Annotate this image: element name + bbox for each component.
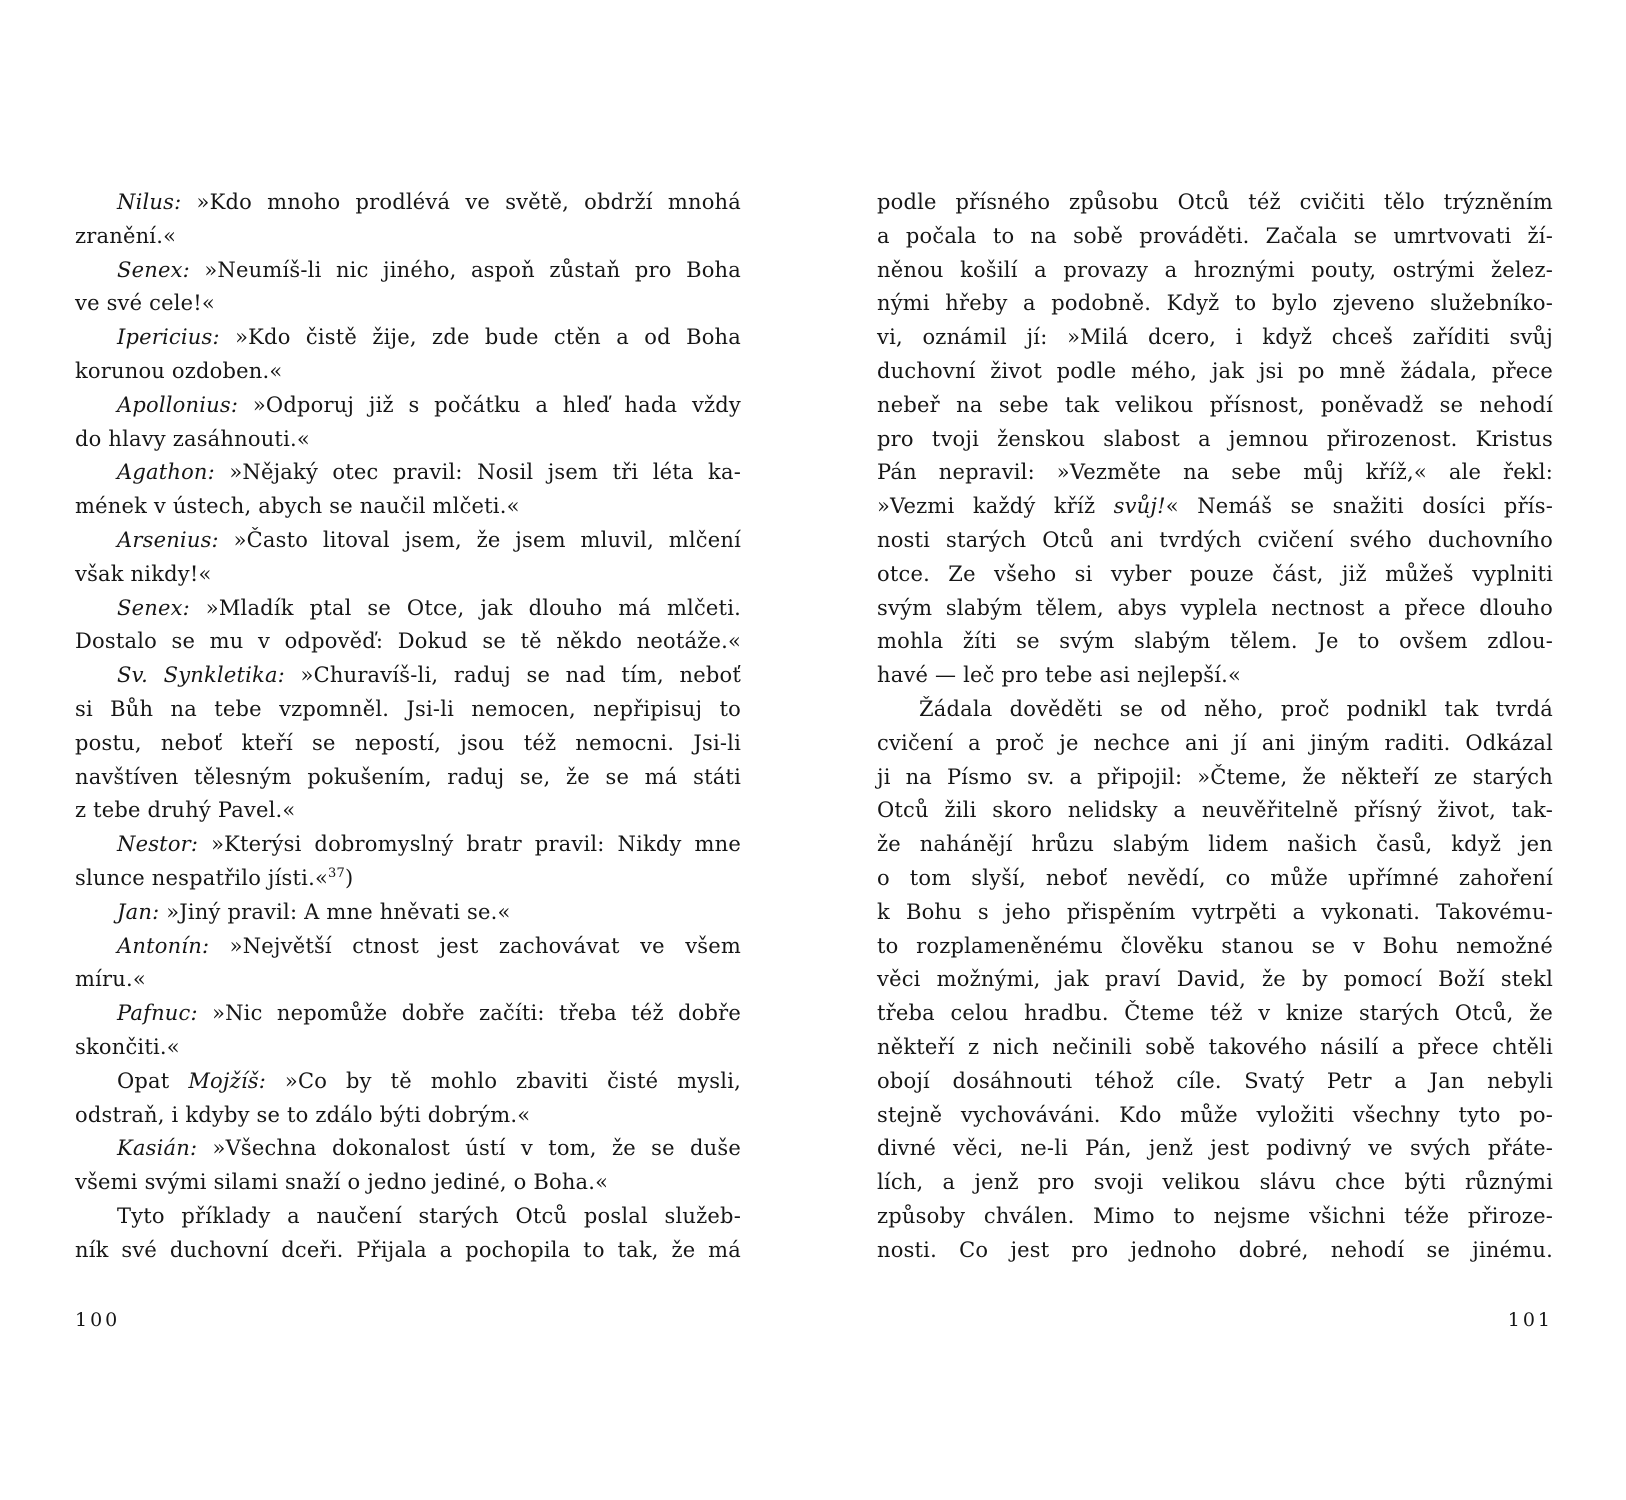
text-line xyxy=(877,625,1553,659)
italic-text: svůj! xyxy=(1113,494,1166,519)
body-text: ník své duchovní dceři. Přijala a pochopila to tak, že má xyxy=(75,1237,741,1262)
body-text: »Neumíš-li nic jiného, aspoň zůstaň pro Boha xyxy=(189,257,741,282)
body-text: stejně vychováváni. Kdo může vyložiti všechny tyto po- xyxy=(877,1102,1553,1127)
body-text: něnou košilí a provazy a hroznými pouty, ostrými želez- xyxy=(877,257,1553,282)
italic-text: Jan: xyxy=(117,899,160,924)
body-text: »Největší ctnost jest zachovávat ve všem xyxy=(209,933,741,958)
text-line xyxy=(75,896,741,930)
body-text: lích, a jenž pro svoji velikou slávu chce býti různými xyxy=(877,1170,1553,1195)
text-line xyxy=(877,1031,1553,1065)
body-text: »Kterýsi dobromyslný bratr pravil: Nikdy mne xyxy=(198,832,741,857)
text-line xyxy=(75,963,741,997)
body-text: »Jiný pravil: A mne hněvati se.« xyxy=(159,899,511,924)
page-left-text xyxy=(75,186,741,1268)
text-line xyxy=(877,963,1553,997)
page-number-right: 101 xyxy=(1507,1309,1553,1331)
body-text: otce. Ze všeho si vyber pouze část, již můžeš vyplniti xyxy=(877,561,1553,586)
body-text: to rozplameněnému člověku stanou se v Bohu nemožné xyxy=(877,933,1553,958)
italic-text: Senex: xyxy=(117,257,190,282)
body-text: »Často litoval jsem, že jsem mluvil, mlčení xyxy=(218,527,741,552)
body-text: Opat xyxy=(117,1068,189,1093)
text-line xyxy=(75,423,741,457)
text-line xyxy=(877,930,1553,964)
text-line xyxy=(877,524,1553,558)
text-line xyxy=(75,862,741,896)
text-line xyxy=(75,287,741,321)
body-text: nosti starých Otců ani tvrdých cvičení svého duchovního xyxy=(877,527,1553,552)
text-line xyxy=(877,287,1553,321)
italic-text: Ipericius: xyxy=(117,325,220,350)
text-line xyxy=(75,1099,741,1133)
text-line xyxy=(877,659,1553,693)
body-text: navštíven tělesným pokušením, raduj se, že se má státi xyxy=(75,764,741,789)
body-text: z tebe druhý Pavel.« xyxy=(75,798,296,823)
text-line xyxy=(877,1234,1553,1268)
body-text: nosti. Co jest pro jednoho dobré, nehodí se jinému. xyxy=(877,1237,1553,1262)
body-text: míru.« xyxy=(75,967,146,992)
body-text: způsoby chválen. Mimo to nejsme všichni téže přiroze- xyxy=(877,1203,1553,1228)
body-text: věci možnými, jak praví David, že by pomocí Boží stekl xyxy=(877,967,1553,992)
text-line xyxy=(75,1200,741,1234)
italic-text: Pafnuc: xyxy=(117,1001,198,1026)
body-text: o tom slyší, neboť nevědí, co může upřímné zahoření xyxy=(877,865,1553,890)
text-line xyxy=(75,761,741,795)
body-text: nými hřeby a podobně. Když to bylo zjeveno služebníko- xyxy=(877,291,1553,316)
text-line xyxy=(75,659,741,693)
body-text: obojí dosáhnouti téhož cíle. Svatý Petr a Jan nebyli xyxy=(877,1068,1553,1093)
body-text: »Nic nepomůže dobře začíti: třeba též dobře xyxy=(197,1001,741,1026)
body-text: všemi svými silami snaží o jedno jediné, o Boha.« xyxy=(75,1170,609,1195)
text-line xyxy=(877,186,1553,220)
body-text: divné věci, ne-li Pán, jenž jest podivný ve svých přáte- xyxy=(877,1136,1553,1161)
text-line xyxy=(877,423,1553,457)
text-line xyxy=(877,1099,1553,1133)
italic-text: Agathon: xyxy=(117,460,215,485)
text-line xyxy=(75,1166,741,1200)
text-line xyxy=(877,220,1553,254)
text-line xyxy=(877,828,1553,862)
text-line xyxy=(75,625,741,659)
text-line xyxy=(75,254,741,288)
text-line xyxy=(75,1065,741,1099)
body-text: »Kdo čistě žije, zde bude ctěn a od Boha xyxy=(219,325,741,350)
text-line xyxy=(75,997,741,1031)
body-text: třeba celou hradbu. Čteme též v knize starých Otců, že xyxy=(877,1001,1553,1026)
text-line xyxy=(877,727,1553,761)
body-text: nebeř na sebe tak velikou přísnost, poněvadž se nehodí xyxy=(877,392,1553,417)
text-line xyxy=(75,456,741,490)
text-line xyxy=(75,592,741,626)
body-text: mének v ústech, abych se naučil mlčeti.« xyxy=(75,494,520,519)
text-line xyxy=(877,1132,1553,1166)
body-text: Pán nepravil: »Vezměte na sebe můj kříž,« ale řekl: xyxy=(877,460,1553,485)
text-line xyxy=(877,490,1553,524)
text-line xyxy=(75,524,741,558)
text-line xyxy=(75,794,741,828)
body-text: a počala to na sobě prováděti. Začala se umrtvovati ží- xyxy=(877,223,1553,248)
text-line xyxy=(75,389,741,423)
text-line xyxy=(75,321,741,355)
italic-text: Senex: xyxy=(117,595,190,620)
body-text: cvičení a proč je nechce ani jí ani jiným raditi. Odkázal xyxy=(877,730,1553,755)
text-line xyxy=(877,592,1553,626)
body-text: skončiti.« xyxy=(75,1034,180,1059)
italic-text: Mojžíš: xyxy=(188,1068,267,1093)
body-text: odstraň, i kdyby se to zdálo býti dobrým.« xyxy=(75,1102,531,1127)
body-text: ) xyxy=(344,865,354,890)
body-text: Žádala dověděti se od něho, proč podnikl tak tvrdá xyxy=(919,696,1553,721)
italic-text: Nilus: xyxy=(117,190,182,214)
text-line xyxy=(877,321,1553,355)
text-line xyxy=(877,558,1553,592)
body-text: někteří z nich nečinili sobě takového násilí a přece chtěli xyxy=(877,1034,1553,1059)
italic-text: Apollonius: xyxy=(117,392,239,417)
body-text: však nikdy!« xyxy=(75,561,212,586)
body-text: »Nějaký otec pravil: Nosil jsem tři léta ka- xyxy=(214,460,741,485)
italic-text: Sv. Synkletika: xyxy=(117,663,285,688)
text-line xyxy=(877,1065,1553,1099)
text-line xyxy=(75,490,741,524)
body-text: »Odporuj již s počátku a hleď hada vždy xyxy=(238,392,741,417)
text-line xyxy=(75,220,741,254)
text-line xyxy=(75,186,741,220)
body-text: korunou ozdoben.« xyxy=(75,358,283,383)
page-number-left: 100 xyxy=(75,1309,121,1331)
body-text: vi, oznámil jí: »Milá dcero, i když chceš zaříditi svůj xyxy=(877,325,1553,350)
text-line xyxy=(75,1132,741,1166)
page-right-text xyxy=(877,186,1553,1268)
body-text: »Churavíš-li, raduj se nad tím, neboť xyxy=(284,663,741,688)
text-line xyxy=(877,997,1553,1031)
text-line xyxy=(75,727,741,761)
text-line xyxy=(877,456,1553,490)
body-text: « Nemáš se snažiti dosíci přís- xyxy=(1165,494,1553,519)
italic-text: Kasián: xyxy=(117,1136,198,1161)
body-text: postu, neboť kteří se nepostí, jsou též nemocni. Jsi-li xyxy=(75,730,741,755)
text-line xyxy=(877,761,1553,795)
text-line xyxy=(75,828,741,862)
body-text: ji na Písmo sv. a připojil: »Čteme, že někteří ze starých xyxy=(877,764,1553,789)
body-text: Tyto příklady a naučení starých Otců poslal služeb- xyxy=(117,1203,741,1228)
text-line xyxy=(877,693,1553,727)
body-text: Dostalo se mu v odpověď: Dokud se tě někdo neotáže.« xyxy=(75,629,741,654)
text-line xyxy=(877,862,1553,896)
body-text: do hlavy zasáhnouti.« xyxy=(75,426,310,451)
italic-text: Nestor: xyxy=(117,832,199,857)
footnote-reference: 37 xyxy=(328,865,345,881)
body-text: »Všechna dokonalost ústí v tom, že se duše xyxy=(197,1136,741,1161)
text-line xyxy=(877,254,1553,288)
italic-text: Antonín: xyxy=(117,933,210,958)
body-text: Otců žili skoro nelidsky a neuvěřitelně přísný život, tak- xyxy=(877,798,1553,823)
body-text: duchovní život podle mého, jak jsi po mně žádala, přece xyxy=(877,358,1553,383)
text-line xyxy=(877,1166,1553,1200)
text-line xyxy=(877,1200,1553,1234)
body-text: svým slabým tělem, abys vyplela nectnost a přece dlouho xyxy=(877,595,1553,620)
body-text: si Bůh na tebe vzpomněl. Jsi-li nemocen, nepřipisuj to xyxy=(75,696,741,721)
text-line xyxy=(877,794,1553,828)
body-text: pro tvoji ženskou slabost a jemnou přirozenost. Kristus xyxy=(877,426,1553,451)
body-text: »Kdo mnoho prodlévá ve světě, obdrží mnohá xyxy=(181,190,741,214)
body-text: »Co by tě mohlo zbaviti čisté mysli, xyxy=(266,1068,741,1093)
text-line xyxy=(75,355,741,389)
text-line xyxy=(877,389,1553,423)
body-text: mohla žíti se svým slabým tělem. Je to ovšem zdlou- xyxy=(877,629,1553,654)
body-text: k Bohu s jeho přispěním vytrpěti a vykonati. Takovému- xyxy=(877,899,1553,924)
body-text: ve své cele!« xyxy=(75,291,215,316)
text-line xyxy=(877,355,1553,389)
text-line xyxy=(877,896,1553,930)
body-text: »Mladík ptal se Otce, jak dlouho má mlčeti. xyxy=(189,595,741,620)
text-line xyxy=(75,1031,741,1065)
body-text: havé — leč pro tebe asi nejlepší.« xyxy=(877,663,1242,688)
italic-text: Arsenius: xyxy=(117,527,219,552)
text-line xyxy=(75,1234,741,1268)
body-text: zranění.« xyxy=(75,223,177,248)
text-line xyxy=(75,558,741,592)
body-text: slunce nespatřilo jísti.« xyxy=(75,865,329,890)
text-line xyxy=(75,930,741,964)
text-line xyxy=(75,693,741,727)
body-text: podle přísného způsobu Otců též cvičiti tělo trýzněním xyxy=(877,190,1553,214)
body-text: že nahánějí hrůzu slabým lidem našich časů, když jen xyxy=(877,832,1553,857)
body-text: »Vezmi každý kříž xyxy=(877,494,1114,519)
